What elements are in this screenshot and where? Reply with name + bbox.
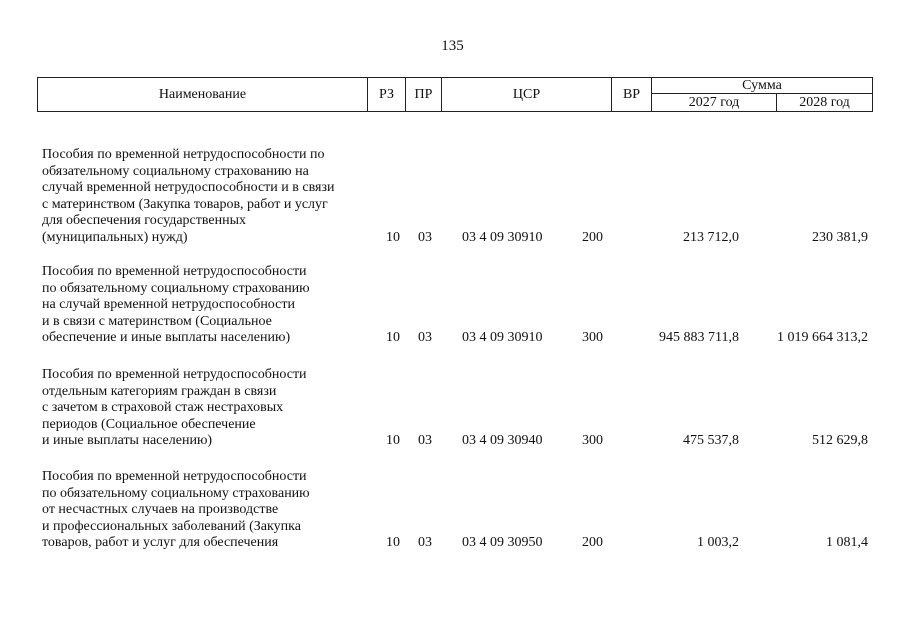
row-name-line: по обязательному социальному страхованию	[42, 280, 310, 296]
row-name	[42, 469, 367, 552]
header-vr: ВР	[612, 78, 652, 111]
header-pr: ПР	[406, 78, 442, 111]
row-vr: 200	[582, 535, 603, 551]
row-csr: 03 4 09 30940	[462, 433, 543, 449]
header-year-2027: 2027 год	[652, 94, 777, 111]
row-name-line: по обязательному социальному страхованию	[42, 485, 310, 501]
row-name	[42, 264, 367, 347]
row-name-line: товаров, работ и услуг для обеспечения	[42, 535, 279, 551]
header-sum-group	[652, 78, 872, 111]
page-number: 135	[441, 38, 464, 54]
row-rz: 10	[386, 433, 400, 449]
row-sum-2027: 213 712,0	[683, 230, 739, 245]
row-pr: 03	[418, 330, 432, 346]
row-name-line: с зачетом в страховой стаж нестраховых	[42, 400, 284, 416]
header-rz: РЗ	[368, 78, 406, 111]
row-csr: 03 4 09 30910	[462, 330, 543, 346]
row-pr: 03	[418, 230, 432, 245]
row-vr: 200	[582, 230, 603, 245]
row-sum-2028: 512 629,8	[812, 433, 868, 449]
header-name: Наименование	[38, 78, 368, 111]
row-sum-2027: 1 003,2	[697, 535, 739, 551]
row-name-line: и профессиональных заболеваний (Закупка	[42, 518, 301, 534]
row-name	[42, 367, 367, 450]
row-name-line: на случай временной нетрудоспособности	[42, 297, 295, 313]
row-csr: 03 4 09 30950	[462, 535, 543, 551]
header-csr: ЦСР	[442, 78, 612, 111]
row-rz: 10	[386, 535, 400, 551]
row-name-line: случай временной нетрудоспособности и в связи	[42, 180, 335, 196]
row-name-line: и иные выплаты населению)	[42, 433, 213, 449]
row-name-line: обеспечение и иные выплаты населению)	[42, 330, 291, 346]
row-vr: 300	[582, 433, 603, 449]
row-name-line: обязательному социальному страхованию на	[42, 163, 309, 179]
row-vr: 300	[582, 330, 603, 346]
row-sum-2028: 230 381,9	[812, 230, 868, 245]
row-pr: 03	[418, 535, 432, 551]
row-name-line: Пособия по временной нетрудоспособности	[42, 469, 307, 484]
row-name	[42, 147, 367, 247]
row-sum-2027: 475 537,8	[683, 433, 739, 449]
row-name-line: от несчастных случаев на производстве	[42, 502, 279, 518]
row-rz: 10	[386, 230, 400, 245]
row-name-line: отдельным категориям граждан в связи	[42, 383, 277, 399]
row-rz: 10	[386, 330, 400, 346]
row-name-line: (муниципальных) нужд)	[42, 229, 188, 245]
row-name-line: Пособия по временной нетрудоспособности	[42, 367, 307, 382]
row-sum-2028: 1 019 664 313,2	[777, 330, 868, 346]
row-name-line: для обеспечения государственных	[42, 213, 246, 229]
row-name-line: периодов (Социальное обеспечение	[42, 416, 256, 432]
row-name-line: Пособия по временной нетрудоспособности	[42, 264, 307, 279]
row-csr: 03 4 09 30910	[462, 230, 543, 245]
row-name-line: и в связи с материнством (Социальное	[42, 313, 272, 329]
row-pr: 03	[418, 433, 432, 449]
header-sum: Сумма	[652, 78, 872, 94]
row-sum-2027: 945 883 711,8	[659, 330, 739, 346]
header-year-2028: 2028 год	[799, 95, 850, 110]
table-header	[37, 77, 873, 112]
row-name-line: Пособия по временной нетрудоспособности по	[42, 147, 325, 162]
row-sum-2028: 1 081,4	[826, 535, 868, 551]
row-name-line: с материнством (Закупка товаров, работ и услуг	[42, 196, 328, 212]
